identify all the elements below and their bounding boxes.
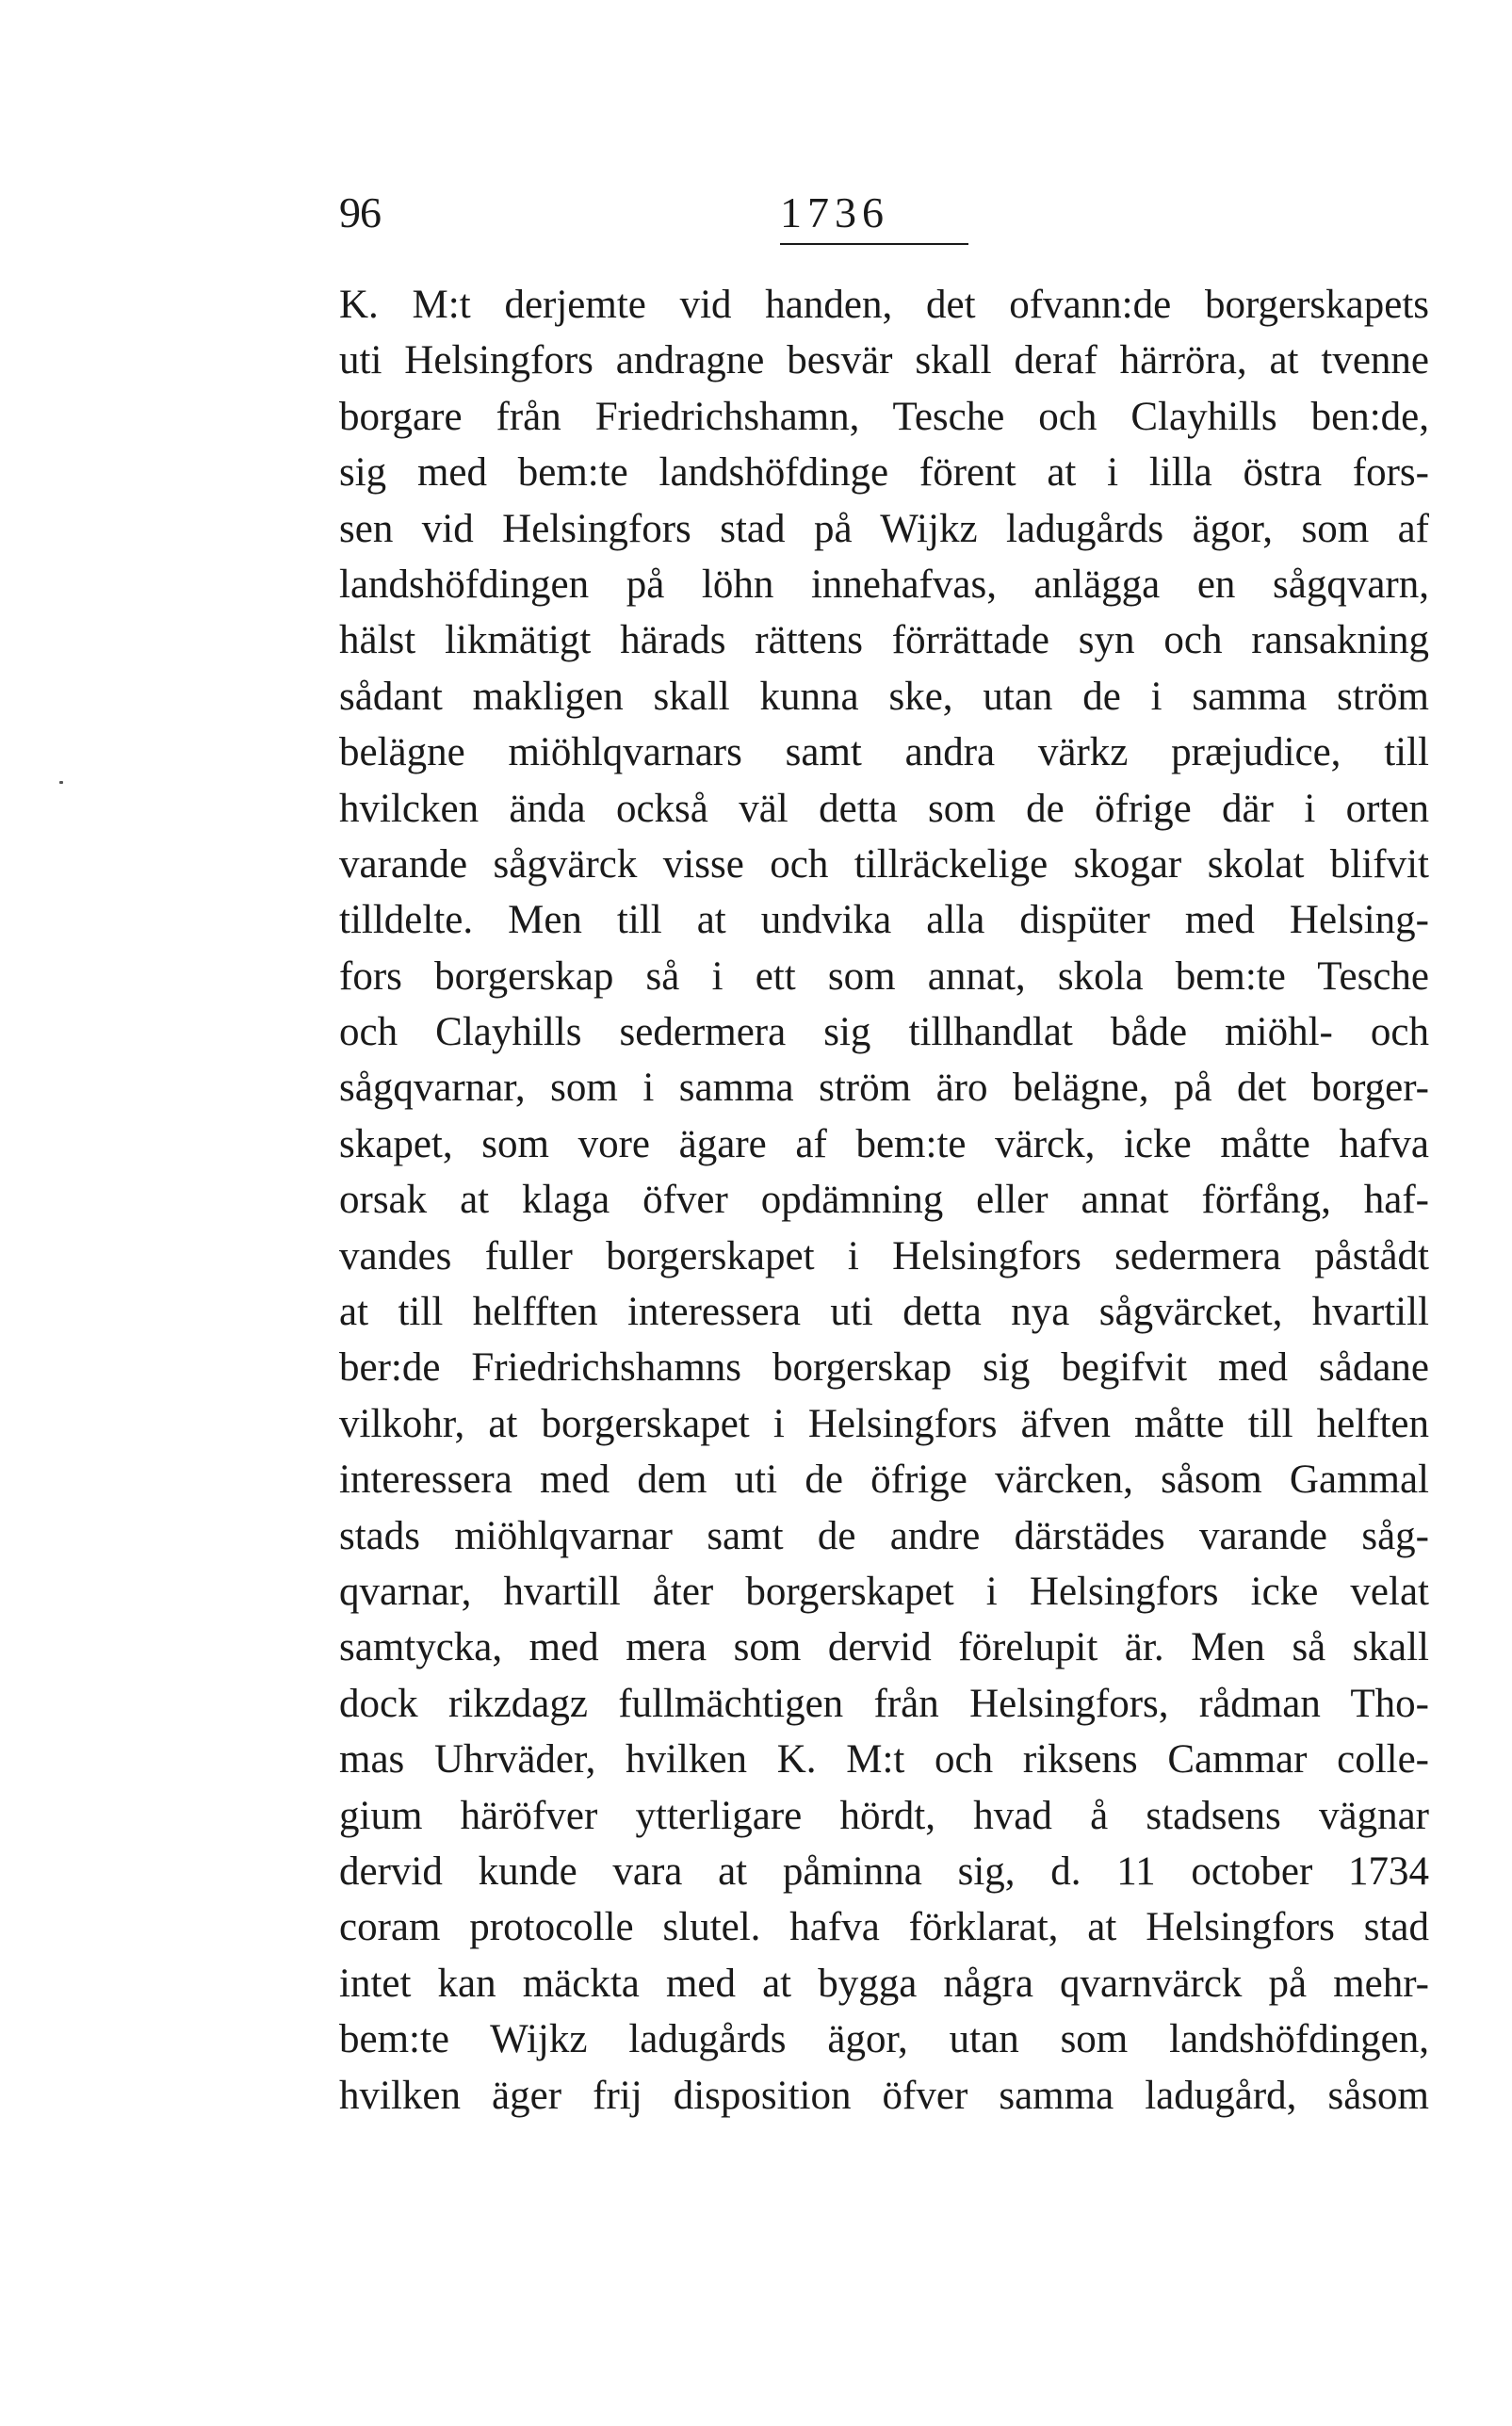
text-line: sågqvarnar, som i samma ström äro belägne, på det borger- [339, 1066, 1429, 1111]
page-header [0, 185, 1512, 251]
running-head-year: 1736 [780, 188, 889, 236]
text-line: at till helfften interessera uti detta nya sågvärcket, hvartill [339, 1290, 1429, 1335]
text-line: K. M:t derjemte vid handen, det ofvann:de borgerskapets [339, 283, 1429, 327]
text-line: sådant makligen skall kunna ske, utan de i samma ström [339, 674, 1429, 719]
scan-speck [59, 781, 63, 784]
text-line: dock rikzdagz fullmächtigen från Helsingfors, rådman Tho- [339, 1681, 1429, 1726]
text-line: fors borgerskap så i ett som annat, skola bem:te Tesche [339, 953, 1429, 999]
text-line: gium häröfver ytterligare hördt, hvad å stadsens vägnar [339, 1793, 1429, 1838]
text-line: mas Uhrväder, hvilken K. M:t och riksens Cammar colle- [339, 1737, 1429, 1783]
text-line: dervid kunde vara at påminna sig, d. 11 october 1734 [339, 1848, 1429, 1894]
text-line: hvilken äger frij disposition öfver samma ladugård, såsom [339, 2073, 1429, 2118]
text-line: samtycka, med mera som dervid förelupit är. Men så skall [339, 1625, 1429, 1670]
text-line: tilldelte. Men till at undvika alla dispüter med Helsing- [339, 898, 1429, 943]
text-line: skapet, som vore ägare af bem:te värck, icke måtte hafva [339, 1121, 1429, 1166]
text-line: hvilcken ända också väl detta som de öfrige där i orten [339, 786, 1429, 831]
text-line: sig med bem:te landshöfdinge förent at i lilla östra fors- [339, 450, 1429, 496]
text-line: coram protocolle slutel. hafva förklarat, at Helsingfors stad [339, 1905, 1429, 1950]
text-line: varande sågvärck visse och tillräckelige skogar skolat blifvit [339, 841, 1429, 887]
header-underline [780, 243, 968, 245]
text-line: bem:te Wijkz ladugårds ägor, utan som landshöfdingen, [339, 2017, 1429, 2062]
text-line: belägne miöhlqvarnars samt andra värkz præjudice, till [339, 730, 1429, 775]
text-line: sen vid Helsingfors stad på Wijkz ladugårds ägor, som af [339, 506, 1429, 551]
text-line: landshöfdingen på löhn innehafvas, anlägga en sågqvarn, [339, 562, 1429, 607]
text-line: borgare från Friedrichshamn, Tesche och Clayhills ben:de, [339, 394, 1429, 439]
page-number: 96 [339, 188, 381, 236]
text-line: interessera med dem uti de öfrige värcken, såsom Gammal [339, 1457, 1429, 1503]
text-line: stads miöhlqvarnar samt de andre därstädes varande såg- [339, 1513, 1429, 1558]
text-line: vilkohr, at borgerskapet i Helsingfors äfven måtte till helften [339, 1401, 1429, 1446]
text-line: vandes fuller borgerskapet i Helsingfors sedermera påstådt [339, 1233, 1429, 1278]
text-line: och Clayhills sedermera sig tillhandlat både miöhl- och [339, 1010, 1429, 1055]
text-line: ber:de Friedrichshamns borgerskap sig begifvit med sådane [339, 1345, 1429, 1391]
text-line: uti Helsingfors andragne besvär skall deraf härröra, at tvenne [339, 338, 1429, 383]
text-line: intet kan mäckta med at bygga några qvarnvärck på mehr- [339, 1961, 1429, 2006]
body-text [339, 277, 1429, 2124]
text-line: orsak at klaga öfver opdämning eller annat förfång, haf- [339, 1178, 1429, 1223]
text-line: hälst likmätigt härads rättens förrättade syn och ransakning [339, 618, 1429, 663]
text-line: qvarnar, hvartill åter borgerskapet i Helsingfors icke velat [339, 1569, 1429, 1614]
